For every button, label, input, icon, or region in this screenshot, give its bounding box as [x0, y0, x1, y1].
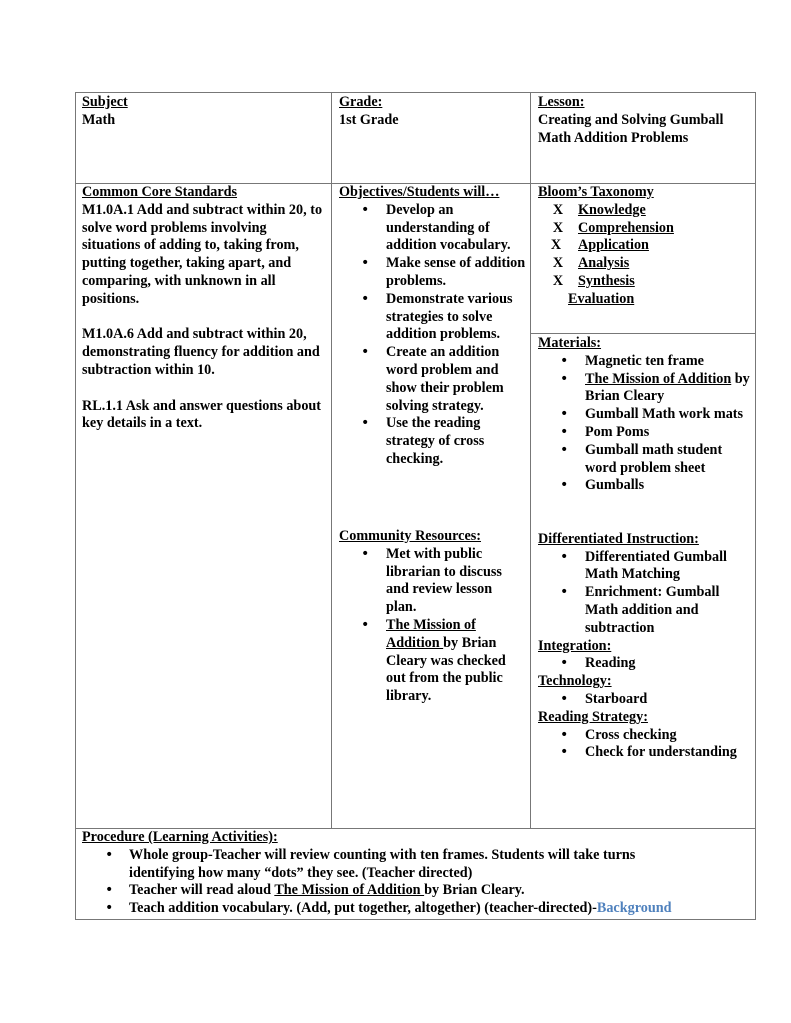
standard-item: M1.0A.1 Add and subtract within 20, to solve word problems involving situations of adding to, taking from, putting together, taking apart, and comparing, with unknown in all positions.: [82, 201, 323, 307]
procedure-item: • Teacher will read aloud The Mission of Addition by Brian Cleary.: [82, 882, 752, 900]
standard-item: RL.1.1 Ask and answer questions about key details in a text.: [82, 397, 322, 432]
bloom-row-knowledge: X Knowledge: [538, 202, 750, 220]
objective-item: • Demonstrate various strategies to solve addition problems.: [339, 291, 526, 344]
objectives-cell: [339, 184, 526, 469]
reading-strategy-item: • Cross checking: [538, 727, 752, 745]
differentiated-list: [538, 549, 752, 638]
objectives-list: [339, 202, 526, 469]
differentiated-heading: Differentiated Instruction:: [538, 530, 699, 547]
bloom-mark: X: [552, 201, 564, 218]
book-title: The Mission of Addition: [274, 882, 425, 899]
integration-heading: Integration:: [538, 637, 612, 654]
bloom-row-evaluation: Evaluation: [568, 290, 635, 307]
differentiated-item: • Differentiated Gumball Math Matching: [538, 549, 752, 585]
integration-item: • Reading: [538, 655, 752, 673]
procedure-heading: Procedure (Learning Activities):: [82, 829, 278, 845]
bloom-row-comprehension: X Comprehension: [538, 220, 750, 238]
lesson-value: Creating and Solving Gumball Math Addition Problems: [538, 111, 724, 146]
book-title: The Mission of Addition: [585, 370, 732, 387]
material-item: • Magnetic ten frame: [538, 353, 752, 371]
bloom-row-analysis: X Analysis: [538, 255, 750, 273]
grade-label: Grade:: [339, 94, 383, 110]
procedure-list: [82, 847, 752, 918]
objective-item: • Develop an understanding of addition vocabulary.: [339, 202, 526, 255]
community-cell: [339, 528, 526, 706]
materials-list: [538, 353, 752, 495]
bloom-mark: X: [552, 272, 564, 289]
integration-list: [538, 655, 752, 673]
community-list: [339, 546, 526, 706]
reading-strategy-item: • Check for understanding: [538, 744, 752, 762]
subject-cell: [82, 94, 322, 130]
subject-value: Math: [82, 111, 116, 128]
lesson-cell: [538, 94, 750, 147]
materials-heading: Materials:: [538, 335, 602, 351]
differentiated-item: • Enrichment: Gumball Math addition and subtraction: [538, 584, 752, 637]
technology-item: • Starboard: [538, 691, 752, 709]
reading-strategy-list: [538, 727, 752, 763]
procedure-cell: [82, 829, 752, 918]
blooms-cell: [538, 184, 750, 309]
objective-item: • Use the reading strategy of cross checking.: [339, 415, 526, 468]
procedure-item: • Whole group-Teacher will review counting with ten frames. Students will take turns identifying how many “dots” they see. (Teacher directed): [82, 847, 752, 883]
bloom-mark: X: [550, 237, 562, 254]
grade-cell: [339, 94, 524, 130]
lesson-label: Lesson:: [538, 94, 585, 110]
community-item: • Met with public librarian to discuss and review lesson plan.: [339, 546, 526, 617]
reading-strategy-heading: Reading Strategy:: [538, 708, 648, 725]
standards-heading: Common Core Standards: [82, 184, 238, 200]
materials-cell: [538, 335, 752, 762]
technology-list: [538, 691, 752, 709]
grade-value: 1st Grade: [339, 111, 399, 128]
book-title: The Mission of Addition: [386, 616, 476, 651]
objective-item: • Create an addition word problem and show their problem solving strategy.: [339, 344, 526, 415]
technology-heading: Technology:: [538, 673, 612, 690]
bloom-row-application: X Application: [538, 237, 750, 255]
material-item: • Gumball math student word problem sheet: [538, 442, 752, 478]
subject-label: Subject: [82, 94, 128, 110]
procedure-item: • Teach addition vocabulary. (Add, put together, altogether) (teacher-directed)-Background: [82, 900, 752, 918]
column-divider-2: [530, 92, 531, 828]
background-link[interactable]: Background: [596, 900, 672, 917]
material-item: • Gumball Math work mats: [538, 406, 752, 424]
row-divider-blooms: [530, 333, 756, 334]
material-item: • Pom Poms: [538, 424, 752, 442]
standards-cell: [82, 184, 324, 433]
column-divider-1: [331, 92, 332, 828]
material-item: • Gumballs: [538, 477, 752, 495]
bloom-mark: X: [552, 219, 564, 236]
objectives-heading: Objectives/Students will…: [339, 184, 500, 200]
bloom-mark: X: [552, 255, 564, 272]
material-item: • The Mission of Addition by Brian Cleary: [538, 371, 752, 407]
bloom-row-synthesis: X Synthesis: [538, 273, 750, 291]
objective-item: • Make sense of addition problems.: [339, 255, 526, 291]
blooms-heading: Bloom’s Taxonomy: [538, 184, 654, 200]
standard-item: M1.0A.6 Add and subtract within 20, demonstrating fluency for addition and subtraction within 10.: [82, 326, 320, 378]
community-item: • The Mission of Addition by Brian Cleary was checked out from the public library.: [339, 617, 526, 706]
community-heading: Community Resources:: [339, 528, 481, 544]
